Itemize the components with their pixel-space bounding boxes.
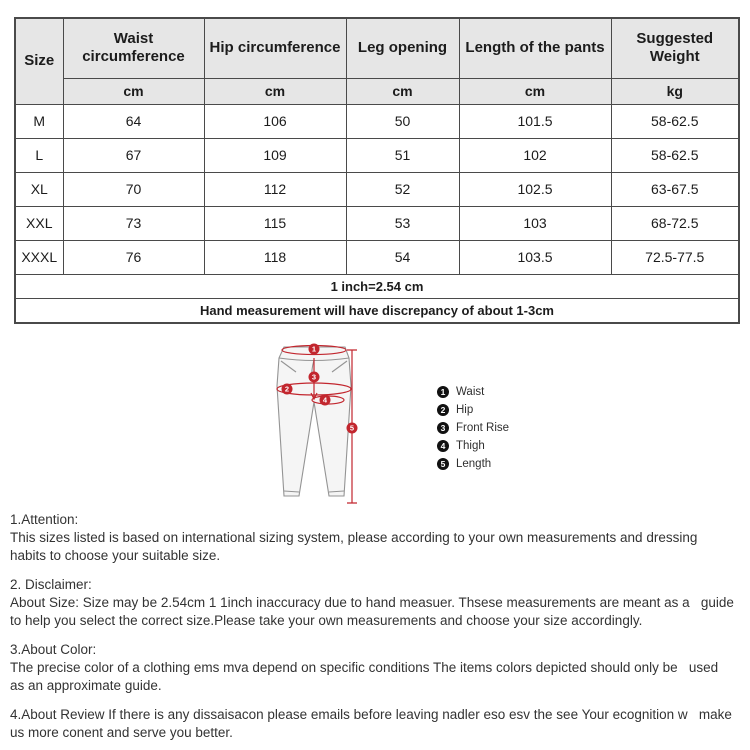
cell-hip: 112 xyxy=(204,172,346,206)
note-about-review xyxy=(10,706,736,742)
cell-hip: 106 xyxy=(204,104,346,138)
size-table xyxy=(14,17,740,324)
legend-num-icon: 2 xyxy=(437,404,449,416)
legend-item-length xyxy=(437,458,509,470)
notes-section xyxy=(10,511,736,742)
legend-item-thigh xyxy=(437,440,509,452)
legend-label: Hip xyxy=(456,404,474,416)
legend-label: Length xyxy=(456,458,492,470)
col-header-length: Length of the pants xyxy=(459,18,611,78)
legend-num-icon: 3 xyxy=(437,422,449,434)
legend-num-icon: 4 xyxy=(437,440,449,452)
note-about-color-heading: 3.About Color: xyxy=(10,642,97,657)
unit-length: cm xyxy=(459,78,611,104)
marker-5-num: 5 xyxy=(349,423,355,433)
cell-weight: 72.5-77.5 xyxy=(611,240,739,274)
cell-leg-opening: 52 xyxy=(346,172,459,206)
cell-length: 102 xyxy=(459,138,611,172)
cell-hip: 109 xyxy=(204,138,346,172)
cell-weight: 68-72.5 xyxy=(611,206,739,240)
cell-waist: 76 xyxy=(63,240,204,274)
cell-weight: 58-62.5 xyxy=(611,104,739,138)
cell-leg-opening: 53 xyxy=(346,206,459,240)
unit-leg-opening: cm xyxy=(346,78,459,104)
measurement-legend xyxy=(437,386,509,476)
col-header-weight: Suggested Weight xyxy=(611,18,739,78)
legend-item-hip xyxy=(437,404,509,416)
pants-measurement-diagram xyxy=(254,338,364,508)
cell-waist: 64 xyxy=(63,104,204,138)
marker-1-num: 1 xyxy=(311,344,317,354)
unit-waist: cm xyxy=(63,78,204,104)
cell-size: XXXL xyxy=(15,240,63,274)
legend-item-front-rise xyxy=(437,422,509,434)
note-about-color-body: The precise color of a clothing ems mva depend on specific conditions The items colors depicted should only be used as an approximate guide. xyxy=(10,660,722,693)
cell-length: 101.5 xyxy=(459,104,611,138)
note-attention-body: This sizes listed is based on international sizing system, please according to your own measurements and dressing habits to choose your suitable size. xyxy=(10,530,709,563)
note-attention xyxy=(10,511,736,565)
cell-leg-opening: 50 xyxy=(346,104,459,138)
marker-3-num: 3 xyxy=(311,372,317,382)
table-row xyxy=(15,206,739,240)
cell-size: L xyxy=(15,138,63,172)
legend-label: Waist xyxy=(456,386,485,398)
cell-waist: 73 xyxy=(63,206,204,240)
cell-size: M xyxy=(15,104,63,138)
cell-weight: 63-67.5 xyxy=(611,172,739,206)
note-disclaimer-body: About Size: Size may be 2.54cm 1 1inch inaccuracy due to hand measuer. Thsese measurements are meant as a guide to help you select the correct size.Please take your own measurements and choose your size accordingly. xyxy=(10,595,738,628)
cell-hip: 118 xyxy=(204,240,346,274)
unit-weight: kg xyxy=(611,78,739,104)
table-row xyxy=(15,240,739,274)
cell-size: XXL xyxy=(15,206,63,240)
footnote-inch-conversion: 1 inch=2.54 cm xyxy=(15,274,739,298)
unit-hip: cm xyxy=(204,78,346,104)
note-about-color xyxy=(10,641,736,695)
measurement-diagram-section xyxy=(0,324,750,507)
note-attention-heading: 1.Attention: xyxy=(10,512,79,527)
cell-length: 102.5 xyxy=(459,172,611,206)
legend-label: Thigh xyxy=(456,440,485,452)
col-header-leg-opening: Leg opening xyxy=(346,18,459,78)
cell-leg-opening: 51 xyxy=(346,138,459,172)
col-header-waist: Waist circumference xyxy=(63,18,204,78)
col-header-hip: Hip circumference xyxy=(204,18,346,78)
cell-length: 103.5 xyxy=(459,240,611,274)
cell-hip: 115 xyxy=(204,206,346,240)
note-disclaimer-heading: 2. Disclaimer: xyxy=(10,577,92,592)
cell-weight: 58-62.5 xyxy=(611,138,739,172)
cell-leg-opening: 54 xyxy=(346,240,459,274)
size-chart-section xyxy=(14,17,738,324)
cell-length: 103 xyxy=(459,206,611,240)
cell-waist: 67 xyxy=(63,138,204,172)
table-row xyxy=(15,172,739,206)
legend-item-waist xyxy=(437,386,509,398)
cell-waist: 70 xyxy=(63,172,204,206)
col-header-size: Size xyxy=(15,18,63,104)
legend-num-icon: 1 xyxy=(437,386,449,398)
marker-4-num: 4 xyxy=(322,395,328,405)
note-disclaimer xyxy=(10,576,736,630)
note-about-review-body: 4.About Review If there is any dissaisacon please emails before leaving nadler eso esv the see Your ecognition w make us more conent and serve you better. xyxy=(10,707,736,740)
footnote-hand-measurement: Hand measurement will have discrepancy of about 1-3cm xyxy=(15,298,739,323)
legend-num-icon: 5 xyxy=(437,458,449,470)
cell-size: XL xyxy=(15,172,63,206)
marker-2-num: 2 xyxy=(284,384,290,394)
table-row xyxy=(15,104,739,138)
table-row xyxy=(15,138,739,172)
legend-label: Front Rise xyxy=(456,422,510,434)
